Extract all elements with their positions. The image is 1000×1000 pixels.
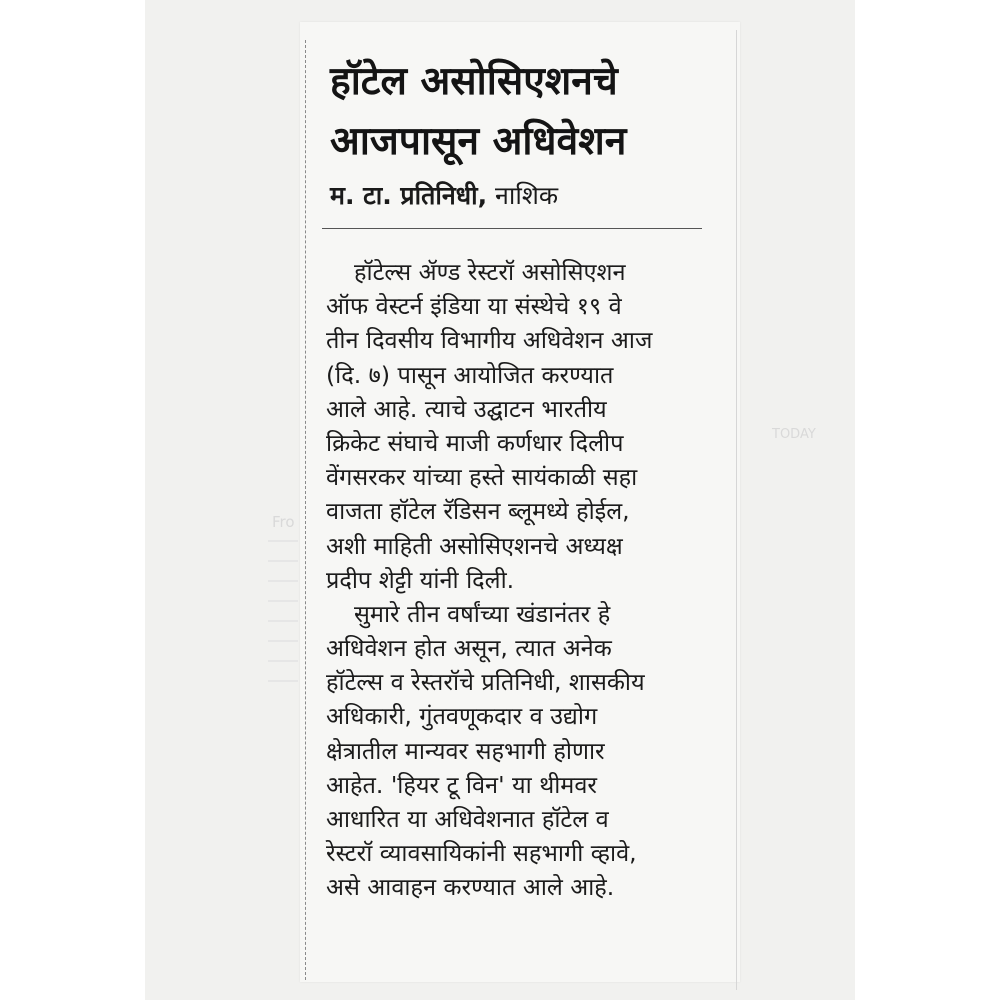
text-line: ऑफ वेस्टर्न इंडिया या संस्थेचे १९ वे	[326, 292, 622, 321]
text-line: अधिवेशन होत असून, त्यात अनेक	[326, 634, 612, 663]
byline	[330, 180, 558, 212]
text-line: हॉटेल्स ॲण्ड रेस्टरॉ असोसिएशन	[354, 258, 626, 286]
text-line: वेंगसरकर यांच्या हस्ते सायंकाळी सहा	[326, 463, 638, 492]
text-line: तीन दिवसीय विभागीय अधिवेशन आज	[326, 326, 653, 355]
text-line: असे आवाहन करण्यात आले आहे.	[326, 873, 615, 902]
article-body	[326, 255, 716, 905]
column-rule-left	[305, 40, 306, 980]
text-line: आधारित या अधिवेशनात हॉटेल व	[326, 805, 609, 833]
text-line: आहेत. 'हियर टू विन' या थीमवर	[326, 770, 598, 799]
headline	[330, 52, 710, 172]
ghost-text-lines	[268, 540, 298, 700]
text-line: रेस्टरॉ व्यावसायिकांनी सहभागी व्हावे,	[326, 839, 637, 868]
paragraph-1	[326, 255, 716, 597]
paragraph-2	[326, 597, 716, 905]
column-rule-right	[736, 30, 737, 990]
text-line: क्षेत्रातील मान्यवर सहभागी होणार	[326, 736, 605, 765]
text-line: अशी माहिती असोसिएशनचे अध्यक्ष	[326, 531, 623, 560]
byline-source: म. टा. प्रतिनिधी,	[330, 181, 488, 210]
text-line: सुमारे तीन वर्षांच्या खंडानंतर हे	[354, 599, 611, 628]
byline-divider	[322, 228, 702, 229]
headline-line-2: आजपासून अधिवेशन	[330, 119, 627, 164]
text-line: अधिकारी, गुंतवणूकदार व उद्योग	[326, 702, 598, 731]
text-line: वाजता हॉटेल रॅडिसन ब्लूमध्ये होईल,	[326, 497, 630, 526]
ghost-label-right: TODAY	[772, 427, 816, 442]
text-line: आले आहे. त्याचे उद्घाटन भारतीय	[326, 394, 607, 423]
byline-place: नाशिक	[495, 181, 559, 210]
text-line: (दि. ७) पासून आयोजित करण्यात	[326, 360, 614, 389]
headline-line-1: हॉटेल असोसिएशनचे	[330, 59, 618, 104]
text-line: क्रिकेट संघाचे माजी कर्णधार दिलीप	[326, 428, 624, 457]
text-line: प्रदीप शेट्टी यांनी दिली.	[326, 565, 515, 594]
text-line: हॉटेल्स व रेस्तरॉचे प्रतिनिधी, शासकीय	[326, 668, 645, 697]
ghost-label-left: Fro	[272, 513, 295, 531]
